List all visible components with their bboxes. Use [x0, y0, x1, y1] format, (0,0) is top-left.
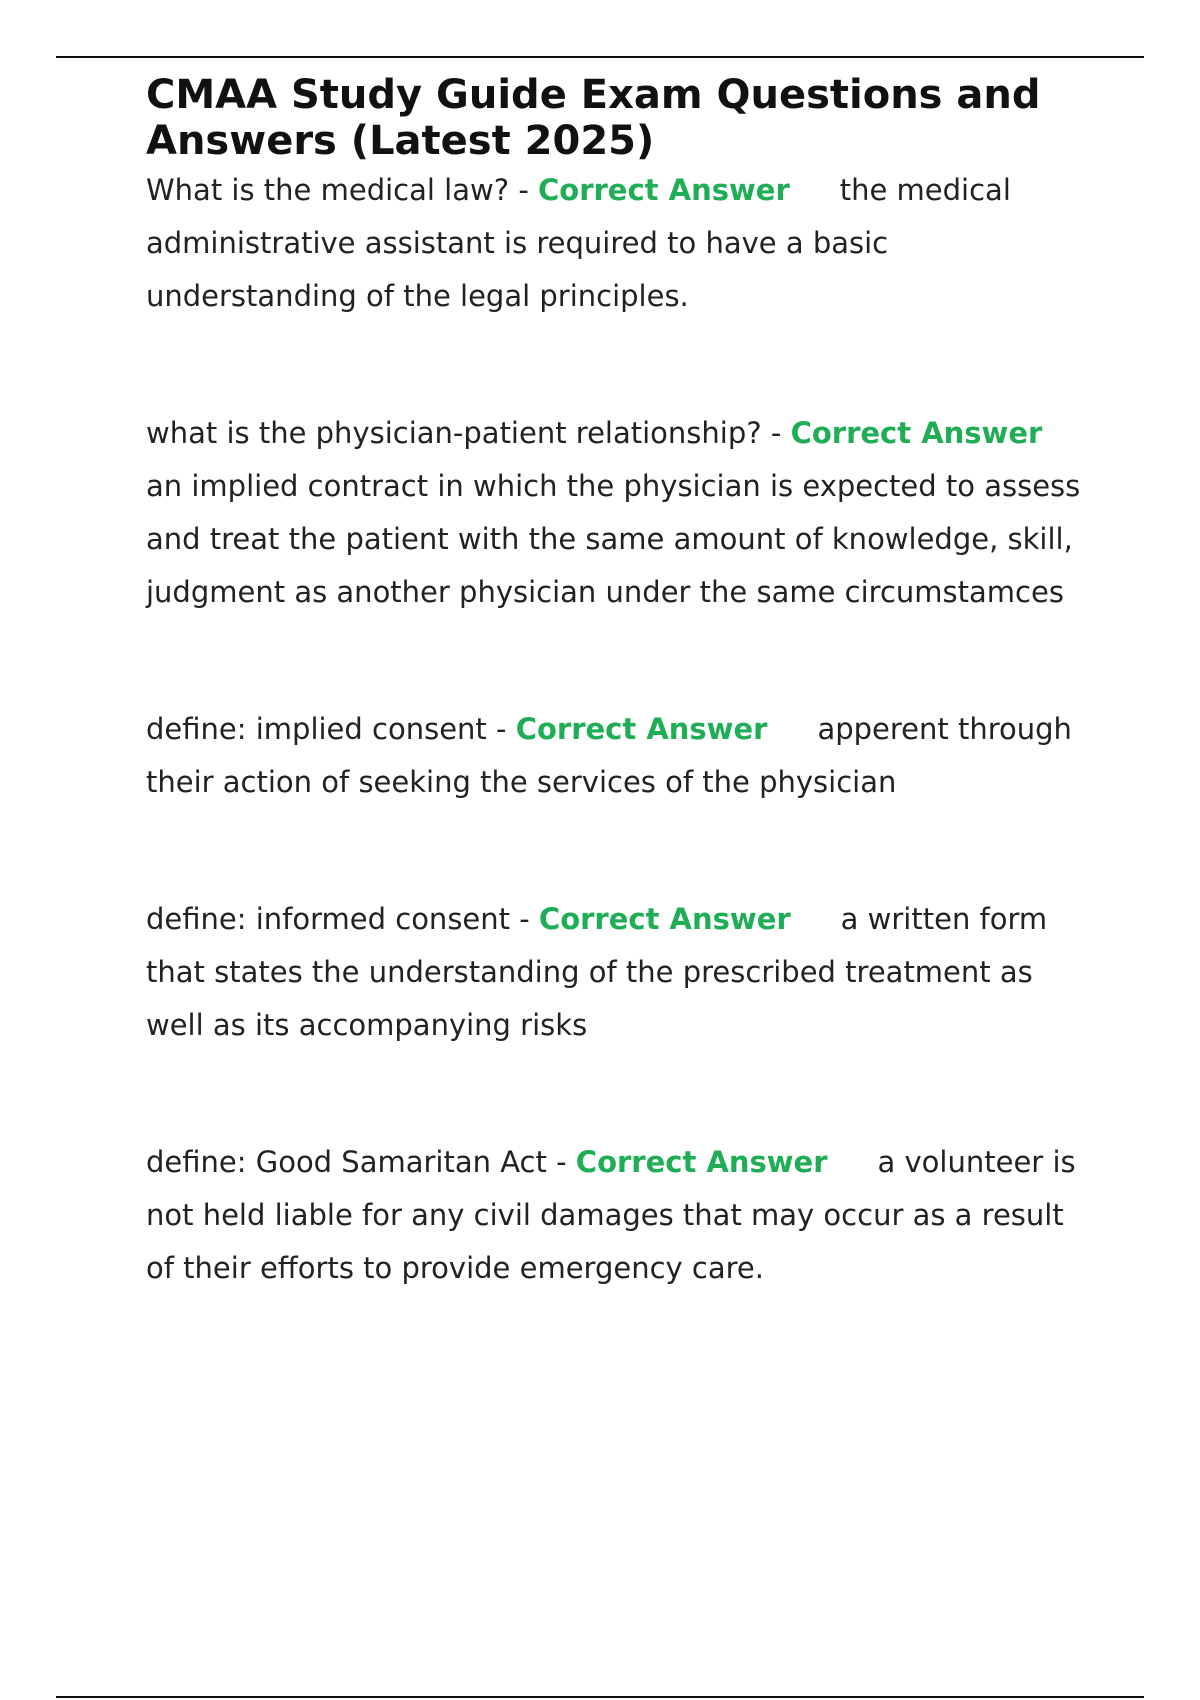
document-content	[146, 72, 1096, 1295]
answer-text: apperent through their action of seeking the services of the physician	[146, 712, 1072, 799]
top-rule	[56, 56, 1144, 58]
question-text: define: Good Samaritan Act -	[146, 1145, 576, 1179]
document-title: CMAA Study Guide Exam Questions and Answers (Latest 2025)	[146, 72, 1041, 164]
qa-item	[146, 703, 1096, 809]
correct-answer-label: Correct Answer	[790, 416, 1043, 450]
qa-item	[146, 407, 1096, 619]
question-text: define: implied consent -	[146, 712, 516, 746]
answer-text: a volunteer is not held liable for any civil damages that may occur as a result of their efforts to provide emergency care.	[146, 1145, 1076, 1285]
qa-item	[146, 1136, 1096, 1295]
correct-answer-label: Correct Answer	[575, 1145, 828, 1179]
answer-text: the medical administrative assistant is required to have a basic understanding of the legal principles.	[146, 173, 1011, 313]
qa-item	[146, 164, 1096, 323]
correct-answer-label: Correct Answer	[538, 173, 790, 207]
answer-text: an implied contract in which the physician is expected to assess and treat the patient with the same amount of knowledge, skill, judgment as another physician under the same circumstamces	[146, 469, 1081, 609]
correct-answer-label: Correct Answer	[538, 902, 791, 936]
question-text: what is the physician-patient relationship? -	[146, 416, 791, 450]
correct-answer-label: Correct Answer	[515, 712, 768, 746]
answer-text: a written form that states the understanding of the prescribed treatment as well as its accompanying risks	[146, 902, 1048, 1042]
question-text: What is the medical law? -	[146, 173, 538, 207]
qa-item	[146, 893, 1096, 1052]
bottom-rule	[56, 1696, 1144, 1698]
question-text: define: informed consent -	[146, 902, 539, 936]
